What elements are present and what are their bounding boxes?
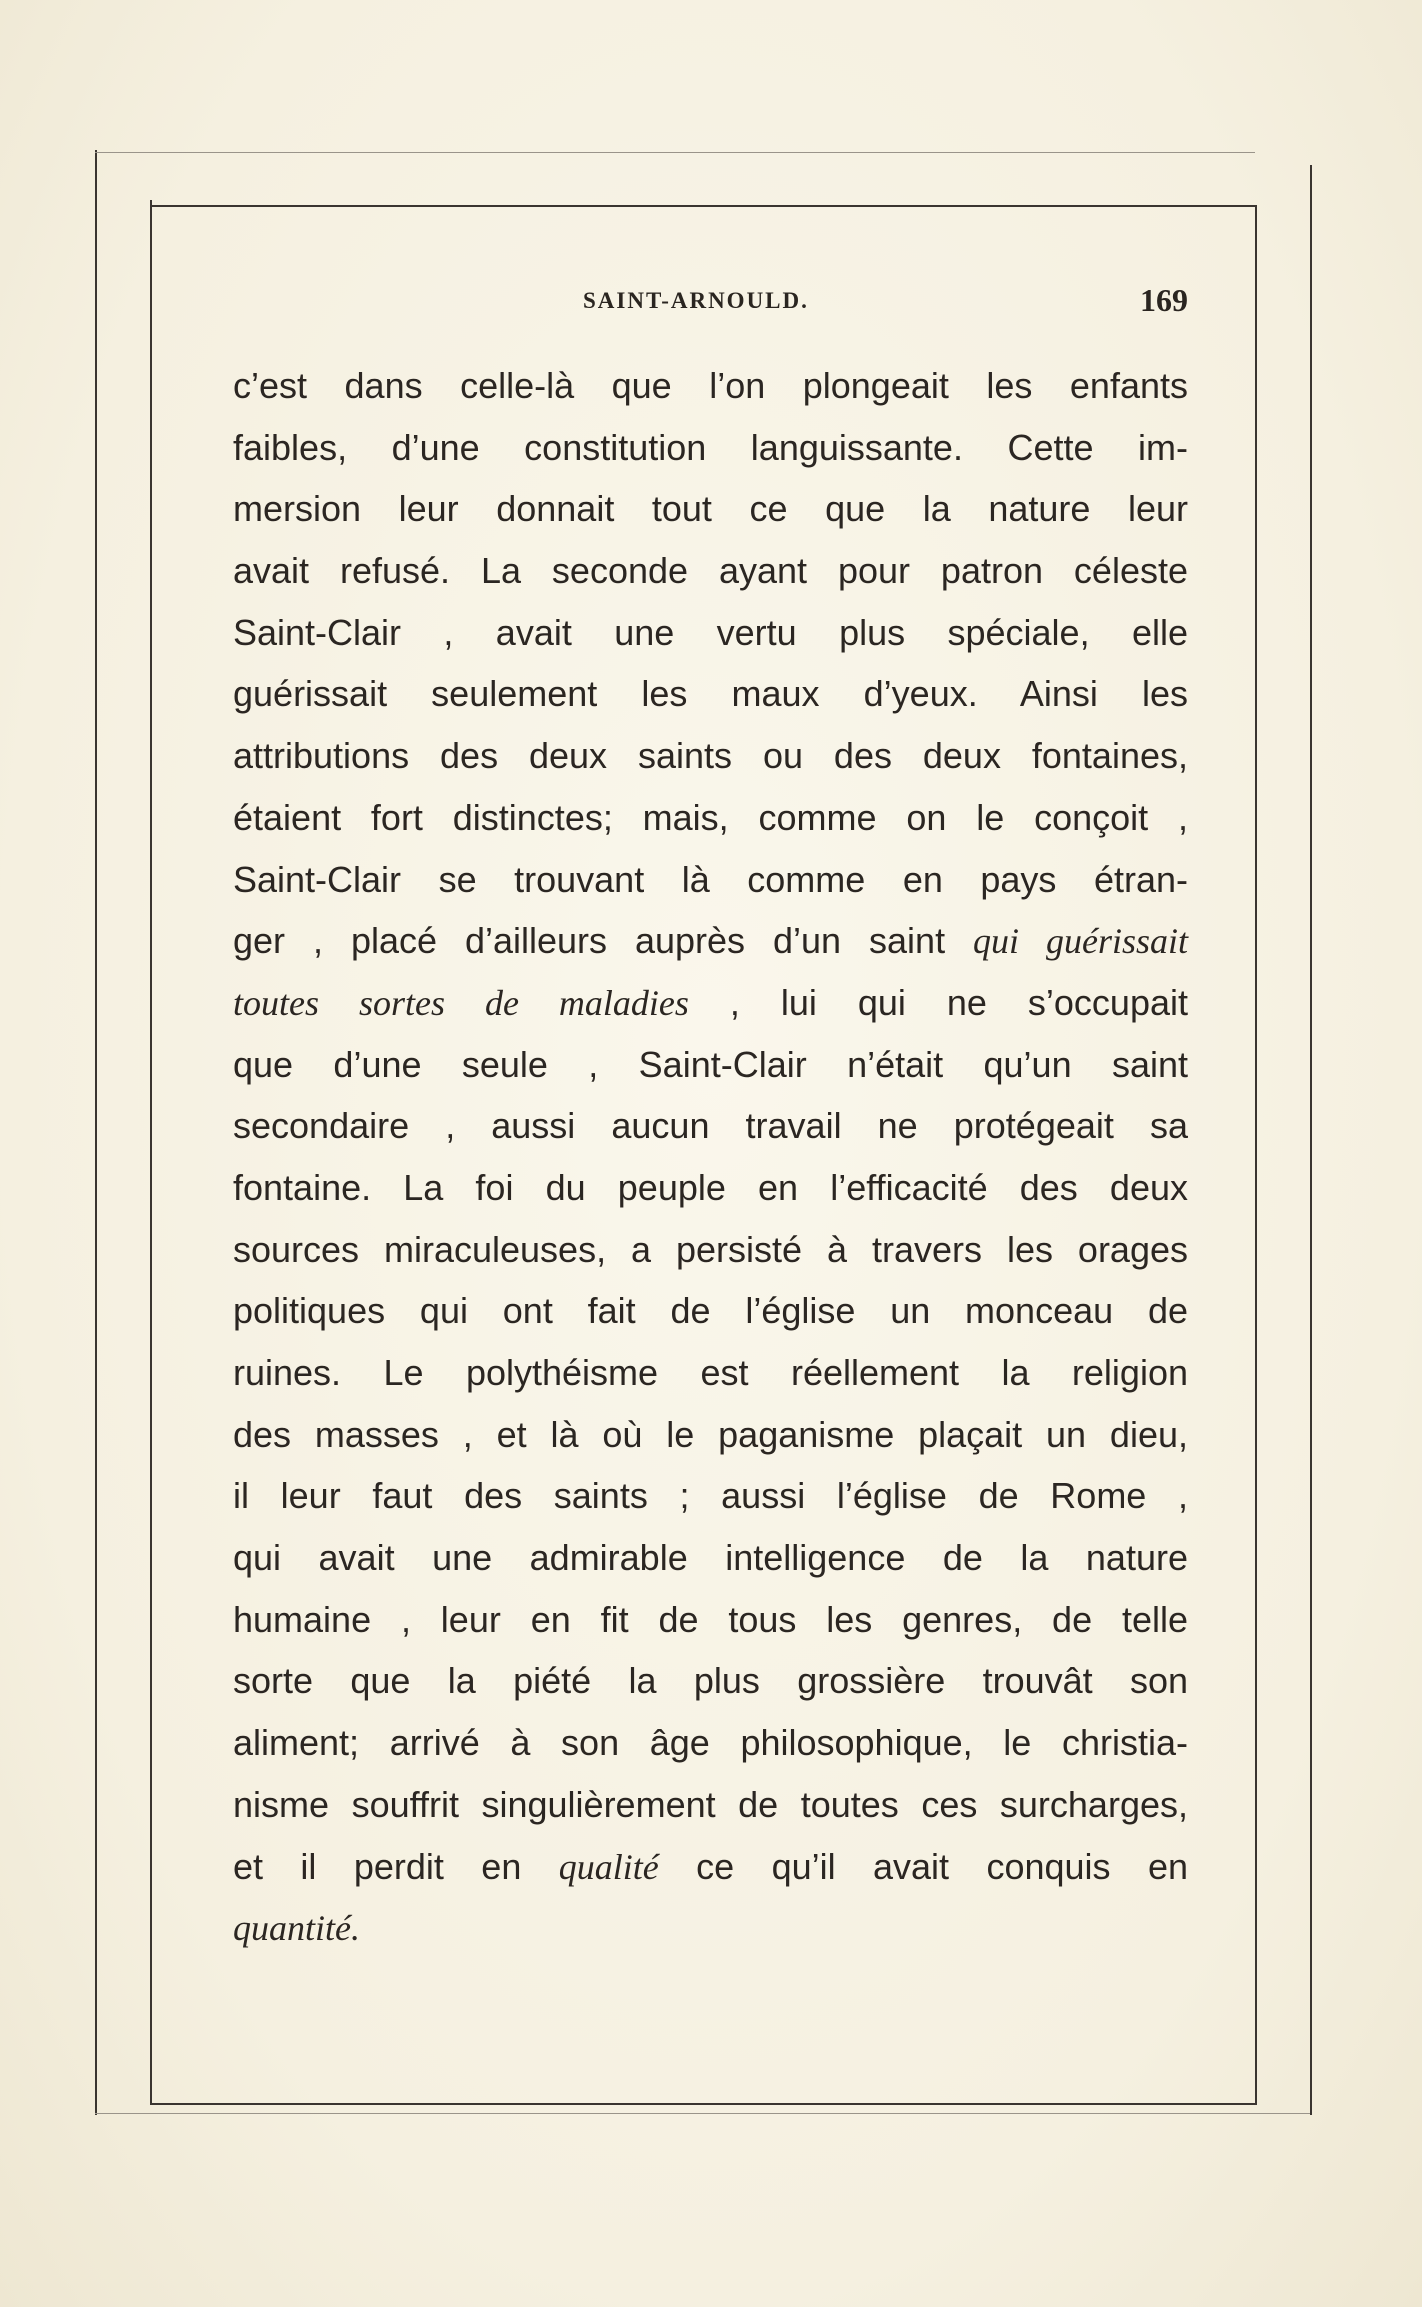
text-line — [233, 663, 1188, 725]
text-run: ce qu’il avait conquis en — [658, 1845, 1188, 1887]
text-line — [233, 417, 1188, 479]
text-run: Saint-Clair , avait une vertu plus spéciale, elle — [233, 611, 1188, 653]
text-run: aliment; arrivé à son âge philosophique, le christia- — [233, 1722, 1188, 1764]
text-line — [233, 478, 1188, 540]
frame-rule — [1255, 205, 1257, 2105]
text-run: étaient fort distinctes; mais, comme on le conçoit , — [233, 796, 1188, 838]
text-run: qui avait une admirable intelligence de la nature — [233, 1537, 1188, 1579]
text-run: guérissait seulement les maux d’yeux. Ainsi les — [233, 673, 1188, 715]
text-line — [233, 1157, 1188, 1219]
text-line — [233, 1095, 1188, 1157]
frame-rule — [152, 2103, 1255, 2105]
text-line — [233, 787, 1188, 849]
text-run: mersion leur donnait tout ce que la nature leur — [233, 488, 1188, 530]
text-run: Saint-Clair se trouvant là comme en pays étran- — [233, 858, 1188, 900]
text-run: fontaine. La foi du peuple en l’efficacité des deux — [233, 1166, 1188, 1208]
text-run: , lui qui ne s’occupait — [688, 981, 1188, 1023]
text-run: faibles, d’une constitution languissante. Cette im- — [233, 426, 1188, 468]
text-run: et il perdit en — [233, 1845, 559, 1887]
italic-text: quantité. — [233, 1908, 360, 1949]
frame-rule — [150, 200, 152, 2105]
frame-rule — [95, 152, 1255, 153]
body-text — [233, 355, 1188, 1959]
text-line — [233, 1034, 1188, 1096]
frame-rule — [1310, 165, 1312, 2115]
text-line — [233, 355, 1188, 417]
text-run: avait refusé. La seconde ayant pour patron céleste — [233, 550, 1188, 592]
frame-rule — [152, 205, 1255, 207]
text-run: il leur faut des saints ; aussi l’église de Rome , — [233, 1475, 1188, 1517]
text-run: humaine , leur en fit de tous les genres, de telle — [233, 1598, 1188, 1640]
text-line — [233, 1836, 1188, 1898]
text-run: que d’une seule , Saint-Clair n’était qu’un saint — [233, 1043, 1188, 1085]
text-line — [233, 725, 1188, 787]
text-line — [233, 1404, 1188, 1466]
frame-rule — [95, 150, 97, 2115]
text-line — [233, 849, 1188, 911]
text-run: sorte que la piété la plus grossière trouvât son — [233, 1660, 1188, 1702]
text-line — [233, 1219, 1188, 1281]
page-number: 169 — [1140, 282, 1188, 318]
italic-text: toutes sortes de maladies — [233, 982, 689, 1023]
text-line — [233, 1280, 1188, 1342]
text-line — [233, 1589, 1188, 1651]
text-line — [233, 1712, 1188, 1774]
text-line — [233, 1465, 1188, 1527]
page-header — [233, 282, 1188, 328]
text-run: sources miraculeuses, a persisté à travers les orages — [233, 1228, 1188, 1270]
text-run: attributions des deux saints ou des deux fontaines, — [233, 735, 1188, 777]
frame-rule — [95, 2113, 1310, 2114]
text-run: ger , placé d’ailleurs auprès d’un saint — [233, 920, 974, 962]
text-line — [233, 1527, 1188, 1589]
text-line — [233, 1342, 1188, 1404]
text-line — [233, 1774, 1188, 1836]
text-line — [233, 910, 1188, 972]
text-line — [233, 1897, 1188, 1959]
text-run: nisme souffrit singulièrement de toutes ces surcharges, — [233, 1783, 1188, 1825]
text-run: ruines. Le polythéisme est réellement la religion — [233, 1352, 1188, 1393]
text-line — [233, 602, 1188, 664]
italic-text: qualité — [558, 1846, 659, 1887]
text-line — [233, 1650, 1188, 1712]
running-head: SAINT-ARNOULD. — [583, 288, 809, 313]
text-line — [233, 972, 1188, 1034]
text-run: politiques qui ont fait de l’église un monceau de — [233, 1290, 1188, 1332]
text-line — [233, 540, 1188, 602]
text-run: secondaire , aussi aucun travail ne protégeait sa — [233, 1105, 1188, 1147]
text-run: c’est dans celle-là que l’on plongeait les enfants — [233, 365, 1188, 406]
italic-text: qui guérissait — [973, 921, 1188, 962]
text-run: des masses , et là où le paganisme plaçait un dieu, — [233, 1413, 1188, 1455]
